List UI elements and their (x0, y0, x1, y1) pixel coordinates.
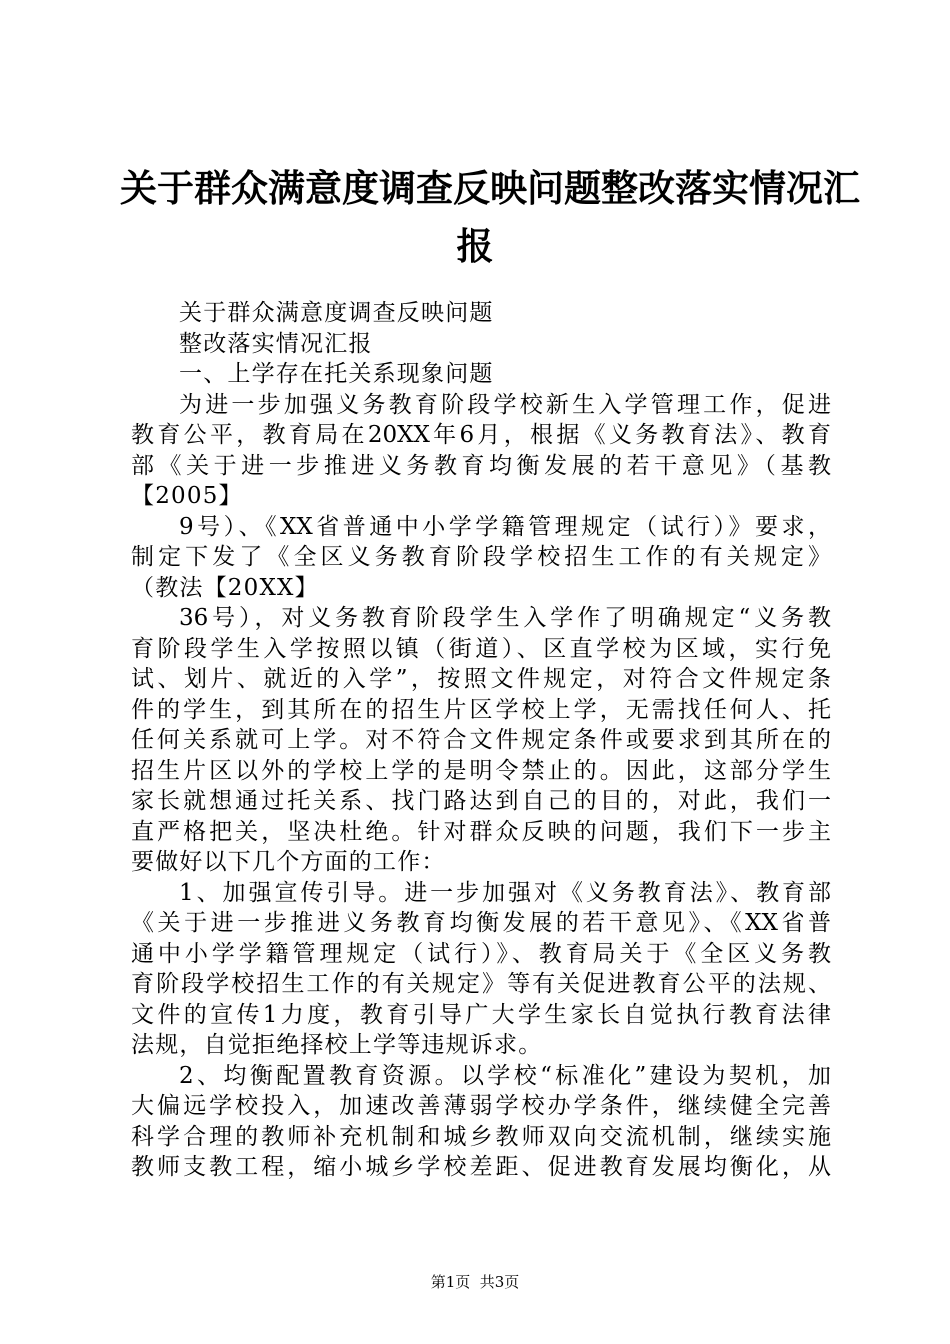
body-line: 《关于进一步推进义务教育均衡发展的若干意见》、《XX省普 (131, 910, 831, 936)
body-line: 1、加强宣传引导。进一步加强对《义务教育法》、教育部 (179, 879, 831, 906)
body-line: 文件的宣传1力度，教育引导广大学生家长自觉执行教育法律 (131, 1001, 831, 1028)
title-line-2: 报 (456, 225, 494, 268)
body-line: 育阶段学校招生工作的有关规定》等有关促进教育公平的法规、 (131, 971, 831, 997)
body-line: （教法【20XX】 (131, 574, 319, 601)
body-line: 法规，自觉拒绝择校上学等违规诉求。 (131, 1032, 543, 1058)
body-line: 科学合理的教师补充机制和城乡教师双向交流机制，继续实施 (131, 1123, 831, 1150)
body-line: 一、上学存在托关系现象问题 (179, 361, 494, 387)
body-line: 试、划片、就近的入学”，按照文件规定，对符合文件规定条 (131, 666, 831, 692)
body-line: 2、均衡配置教育资源。以学校“标准化”建设为契机，加 (179, 1062, 831, 1089)
document-title (120, 160, 860, 276)
body-line: 关于群众满意度调查反映问题 (179, 300, 494, 326)
body-line: 36号），对义务教育阶段学生入学作了明确规定“义务教 (179, 605, 831, 631)
body-line: 要做好以下几个方面的工作： (131, 849, 446, 875)
document-body (131, 298, 831, 1183)
body-line: 通中小学学籍管理规定（试行）》、教育局关于《全区义务教 (131, 940, 831, 967)
body-line: 教师支教工程，缩小城乡学校差距、促进教育发展均衡化，从 (131, 1154, 831, 1180)
body-line: 【2005】 (131, 483, 243, 509)
body-line: 整改落实情况汇报 (179, 330, 373, 357)
body-line: 大偏远学校投入，加速改善薄弱学校办学条件，继续健全完善 (131, 1093, 831, 1119)
body-line: 为进一步加强义务教育阶段学校新生入学管理工作，促进 (179, 391, 831, 418)
body-line: 件的学生，到其所在的招生片区学校上学，无需找任何人、托 (131, 696, 831, 723)
body-line: 招生片区以外的学校上学的是明令禁止的。因此，这部分学生 (131, 757, 831, 784)
body-line: 育阶段学生入学按照以镇（街道）、区直学校为区域，实行免 (131, 635, 831, 662)
body-line: 任何关系就可上学。对不符合文件规定条件或要求到其所在的 (131, 727, 831, 753)
page-footer: 第1页 共3页 (430, 1273, 520, 1291)
title-line-1: 关于群众满意度调查反映问题整改落实情况汇 (120, 167, 860, 210)
body-line: 9号）、《XX省普通中小学学籍管理规定（试行）》要求， (179, 513, 831, 540)
body-line: 直严格把关，坚决杜绝。针对群众反映的问题，我们下一步主 (131, 818, 831, 845)
body-line: 教育公平，教育局在20XX年6月，根据《义务教育法》、教育 (131, 422, 831, 448)
body-line: 制定下发了《全区义务教育阶段学校招生工作的有关规定》 (131, 544, 831, 570)
body-line: 部《关于进一步推进义务教育均衡发展的若干意见》（基教 (131, 452, 831, 479)
body-line: 家长就想通过托关系、找门路达到自己的目的，对此，我们一 (131, 788, 831, 814)
